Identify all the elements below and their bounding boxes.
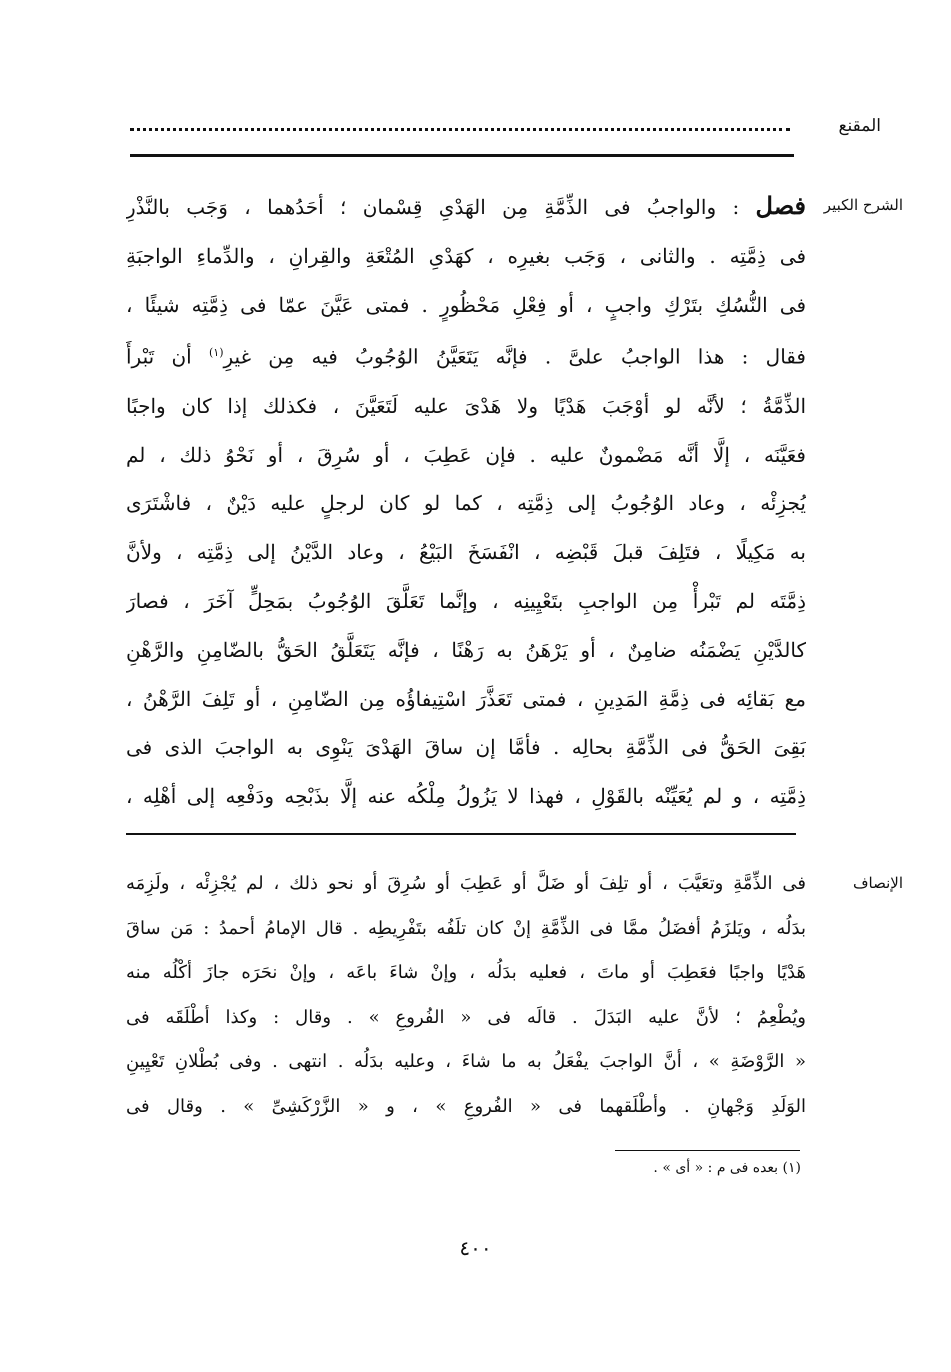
fasl-heading: فصل bbox=[755, 191, 806, 220]
header-dotted-line bbox=[130, 128, 790, 131]
footnote: (١) بعده فى م : « أى » . bbox=[653, 1160, 801, 1176]
sharh-line-2: فى ذِمَّتِه . والثانى ، وَجَب بغيرِه ، كهَدْىِ المُتْعَةِ والقِرانِ ، والدِّماءِ الواجبَةِ bbox=[126, 243, 806, 268]
sharh-line-5: الذِّمَّةُ ؛ لأنَّه لو أوْجَبَ هَدْيًا ولا هَدْىَ عليه لَتَعَيَّنَ ، فكذلك إذا كان واجبًا bbox=[126, 393, 806, 418]
sharh-line-4: فقال : هذا الواجبُ علىَّ . فإنَّه يَتَعَيَّنُ الوُجُوبُ فيه مِن غيرِ$^{(١)}$ أن تَبْرأَ bbox=[126, 345, 806, 370]
sharh-line-6: فعَيَّنَه ، إلَّا أنَّه مَضْمونٌ عليه . فإن عَطِبَ ، أو سُرِقَ ، أو نَحْوُ ذلك ، لم bbox=[126, 442, 806, 467]
insaf-line-3: هَدْيًا واجبًا فعَطِبَ أو ماتَ ، فعليه بدَلُه ، وإنْ شاءَ باعَه ، وإنْ نحَرَه جازَ أكْلُه منه bbox=[126, 962, 806, 983]
insaf-line-4: ويُطْعِمُ ؛ لأنَّ عليه البَدَلَ . قالَه فى « الفُروعِ » . وقال : وكذا أطْلَقَه فى bbox=[126, 1006, 806, 1028]
section-divider bbox=[126, 833, 796, 835]
sharh-text bbox=[126, 182, 806, 821]
insaf-text bbox=[126, 862, 806, 1129]
header-rule bbox=[130, 154, 794, 157]
sharh-line-11: مع بَقائِه فى ذِمَّةِ المَدِينِ ، فمتى تَعَذَّرَ اسْتِيفاؤُه مِن الضّامِنِ ، أو تَلِفَ الرَّهْنُ ، bbox=[126, 686, 806, 711]
insaf-line-2: بدَلُه ، ويَلزَمُ أفضَلُ ممَّا فى الذِّمَّةِ إنْ كان تلَفُه بتَفْرِيطِه . قال الإمامُ أحمدُ : مَن ساقَ bbox=[126, 917, 806, 939]
footnote-rule bbox=[615, 1150, 800, 1151]
sharh-line-3: فى النُّسُكِ بتَرْكِ واجبٍ ، أو فِعْلِ مَحْظُورٍ . فمتى عَيَّنَ عمّا فى ذِمَّتِه شيئًا ، bbox=[126, 292, 806, 317]
sharh-line-12: بَقِىَ الحَقُّ فى الذِّمَّةِ بحالِه . فأمَّا إن ساقَ الهَدْىَ يَنْوِى به الواجبَ الذى فى bbox=[126, 735, 806, 760]
sharh-line-7: يُجزِئْه ، وعاد الوُجُوبُ إلى ذِمَّتِه ، كما لو كان لرجلٍ عليه دَيْنٌ ، فاشْتَرَى bbox=[126, 491, 806, 516]
insaf-line-5: « الرَّوْضَةِ » ، أنَّ الواجبَ يفْعَلُ به ما شاءَ ، وعليه بدَلُه . انتهى . وفى بُطْلانِ تَعْيِينِ bbox=[126, 1051, 806, 1072]
insaf-line-1: فى الذِّمَّةِ وتعَيَّبَ ، أو تلِفَ أو ضَلَّ أو عَطِبَ أو سُرِقَ أو نحو ذلك ، لم يُجْزِئْه ، ولَزِمَه bbox=[126, 873, 806, 894]
sharh-line-1: فصل : والواجبُ فى الذِّمَّةِ مِن الهَدْىِ قِسْمان ؛ أحَدُهما ، وَجَب بالنَّذْرِ bbox=[126, 191, 806, 220]
sharh-line-10: كالدَّيْنِ يَضْمَنُه ضامِنٌ ، أو يَرْهَنُ به رَهْنًا ، فإنَّه يَتَعَلَّقُ الحَقُّ بالضّامِنِ والرَّهْنِ bbox=[126, 637, 806, 662]
page-number: ٤٠٠ bbox=[459, 1236, 492, 1260]
sharh-line-9: ذِمَّتَه لم تَبْرأْ مِن الواجبِ بتَعْيِينِه ، وإنَّما تَعَلَّقَ الوُجُوبُ بمَحِلٍّ آخَرَ ، فصارَ bbox=[126, 589, 806, 614]
sharh-section-label: الشرح الكبير bbox=[823, 196, 903, 214]
insaf-line-6: الوَلَدِ وَجْهانِ . وأطْلَقهما فى « الفُروعِ » ، و « الزَّرْكَشِىِّ » . وقال فى bbox=[126, 1095, 806, 1117]
running-header-title: المقنع bbox=[838, 116, 881, 136]
sharh-line-13: ذِمَّتِه ، و لم يُعَيِّنْه بالقَوْلِ ، فهذا لا يَزُولُ مِلْكُه عنه إلَّا بذَبْحِه ودَفْعِه إلى أهْلِه ، bbox=[126, 784, 806, 809]
sharh-line-8: به مَكِيلًا ، فتَلِفَ قبلَ قَبْضِه ، انْفَسَخَ البَيْعُ ، وعاد الدَّيْنُ إلى ذِمَّتِه ، ولأنَّ bbox=[126, 540, 806, 565]
footnote-marker: (١) bbox=[208, 346, 224, 360]
insaf-section-label: الإنصاف bbox=[852, 874, 903, 892]
